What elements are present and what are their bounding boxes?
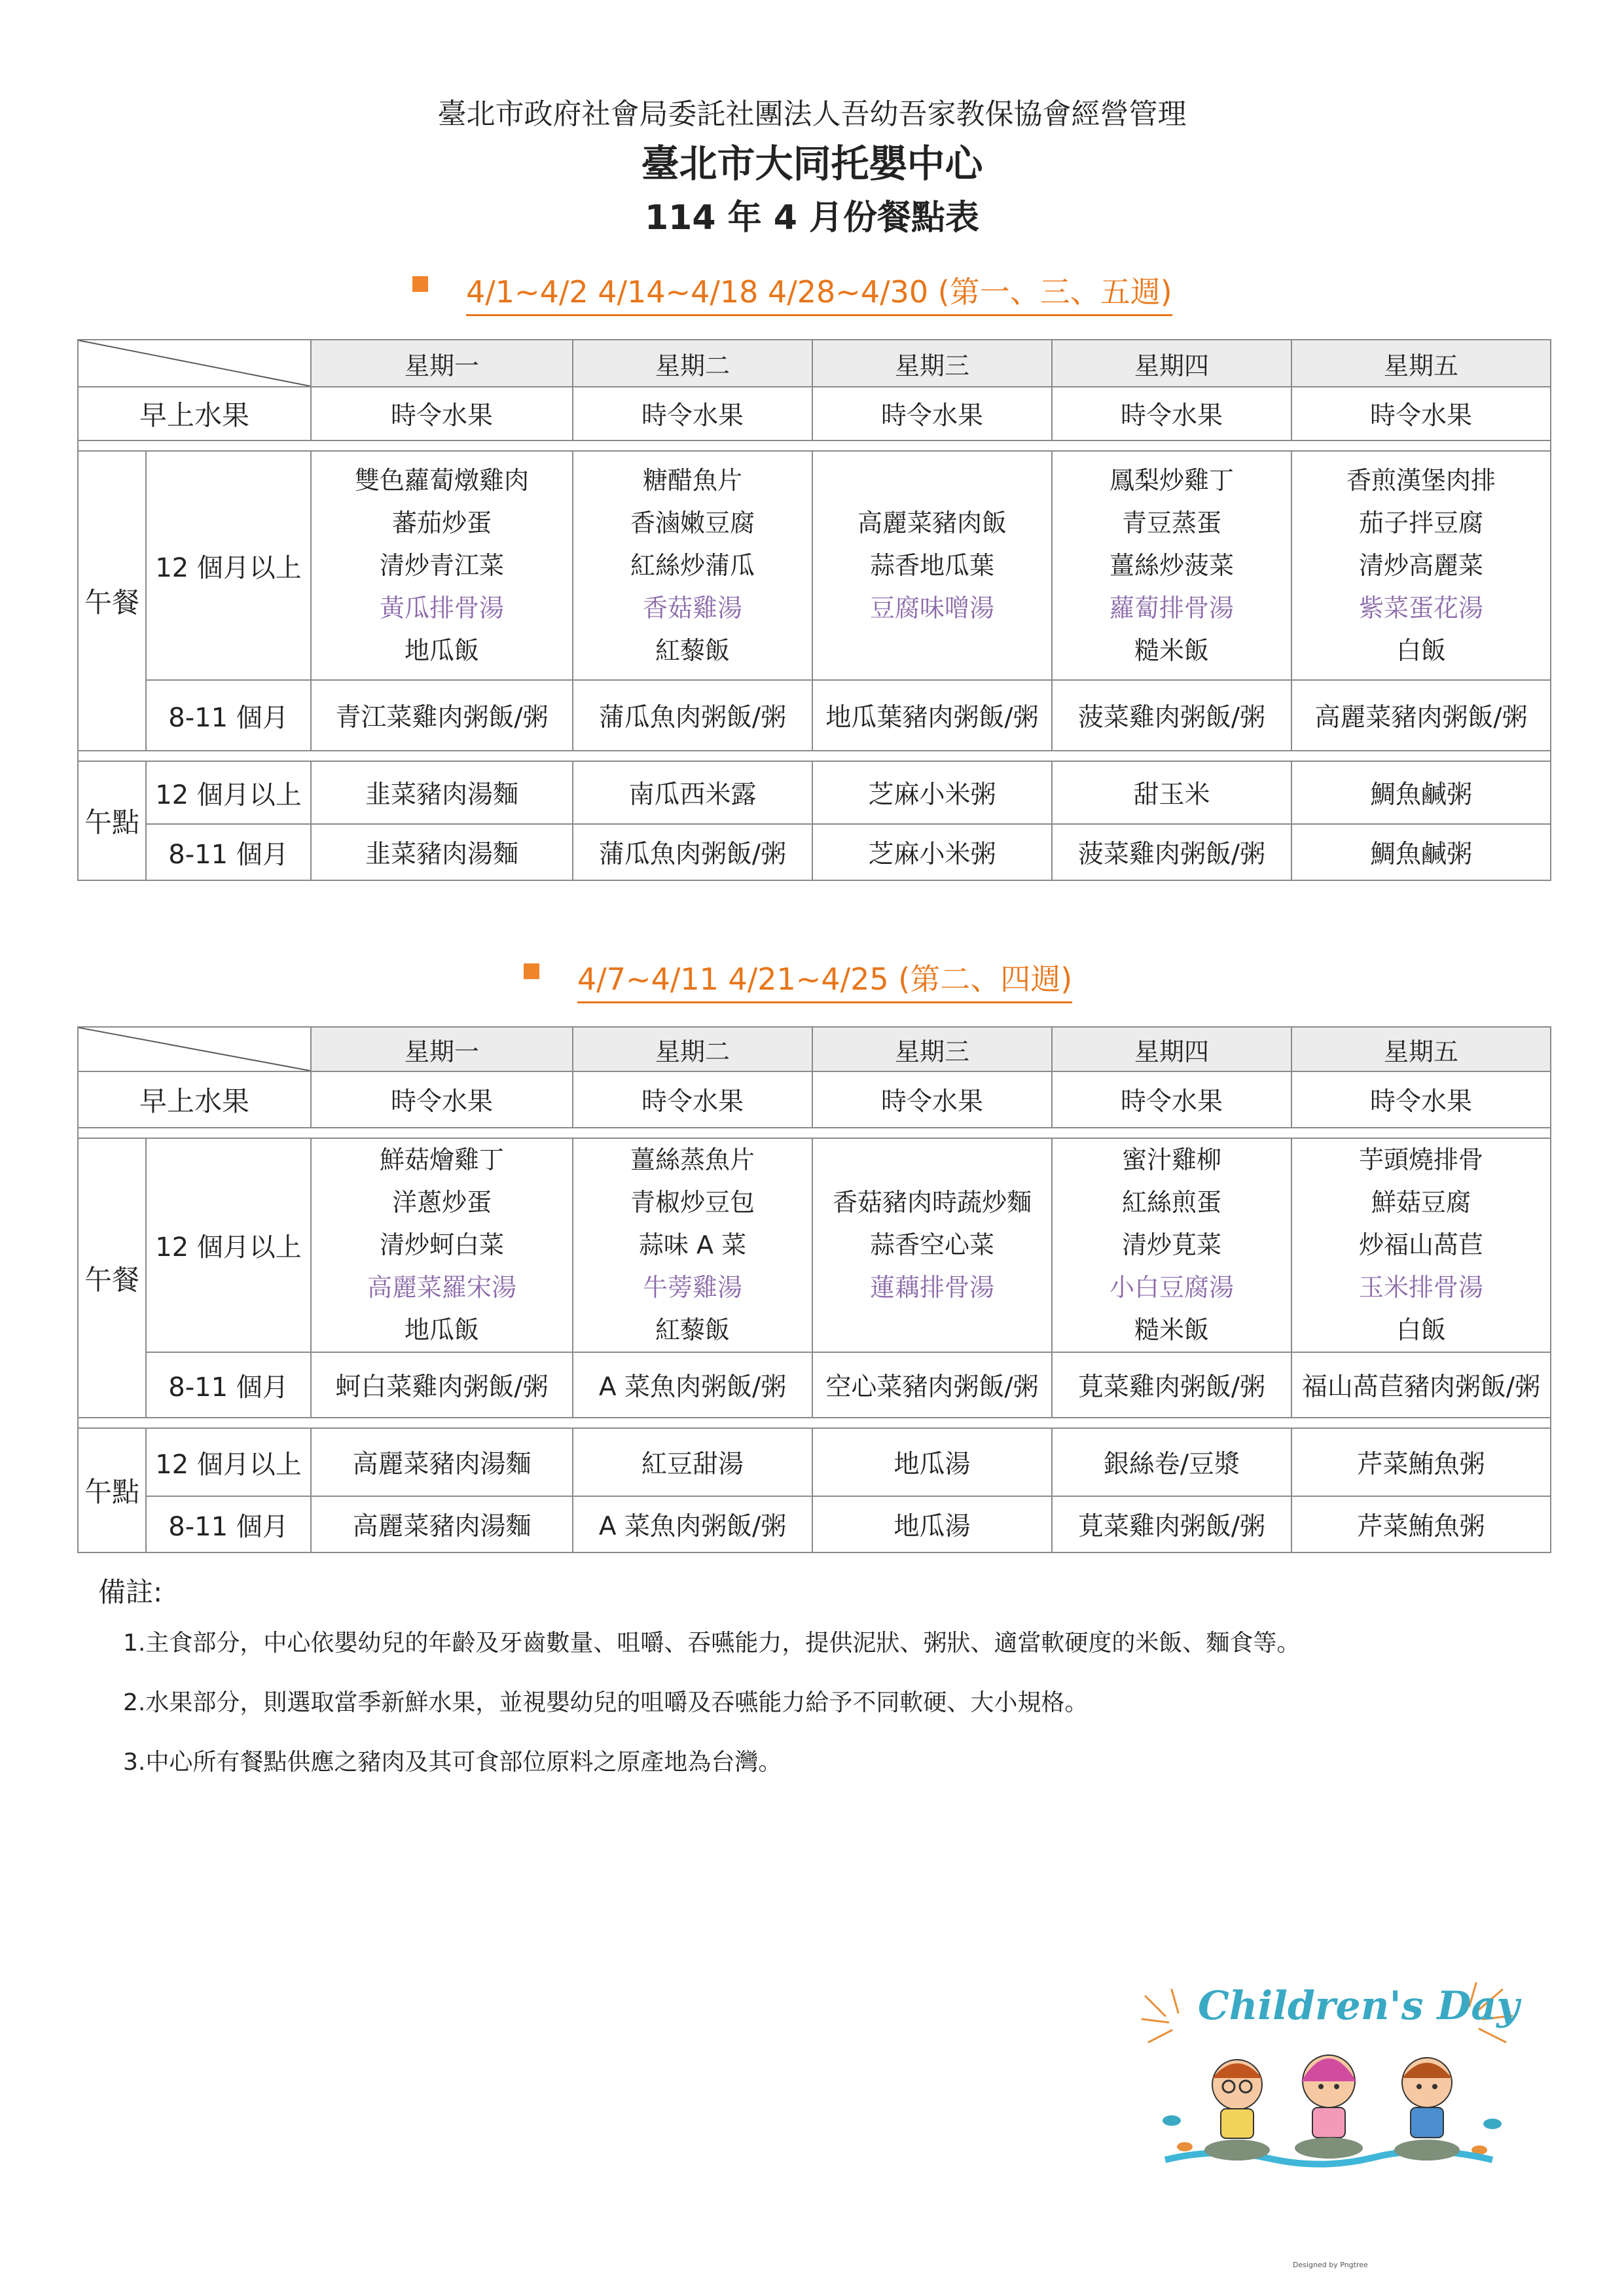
- day-header: 星期四: [1052, 1027, 1291, 1071]
- lunch-label: 午餐: [78, 1138, 146, 1418]
- snack-label: 午點: [78, 1428, 146, 1552]
- snack-item: 芝麻小米粥: [812, 824, 1052, 880]
- lunch-label: 午餐: [78, 451, 146, 751]
- organization-line: 臺北市政府社會局委託社團法人吾幼吾家教保協會經營管理: [437, 98, 1187, 131]
- row-separator: [78, 1128, 1551, 1138]
- main-dish: 芋頭燒排骨: [1358, 1145, 1483, 1174]
- soup: 蓮藕排骨湯: [869, 1273, 994, 1302]
- notes-title: 備註:: [98, 1576, 163, 1608]
- staple: 糙米飯: [1134, 636, 1209, 665]
- day-header: 星期二: [573, 1027, 812, 1071]
- main-dish: 鮮菇燴雞丁: [379, 1145, 504, 1174]
- staple: 地瓜飯: [404, 636, 479, 665]
- snack-item: 南瓜西米露: [573, 761, 812, 824]
- main-dish: 蒜香空心菜: [869, 1230, 994, 1259]
- main-dish: 清炒高麗菜: [1358, 550, 1483, 580]
- day-header: 星期一: [311, 1027, 573, 1071]
- lunch-menu-cell: [311, 1138, 573, 1352]
- main-dish: 鳳梨炒雞丁: [1109, 465, 1234, 495]
- infant-lunch: 蒲瓜魚肉粥飯/粥: [573, 680, 812, 751]
- lunch-menu-cell: [573, 1138, 812, 1352]
- snack-item: 地瓜湯: [812, 1428, 1052, 1496]
- row-separator: [78, 1418, 1551, 1428]
- note-item: 3.中心所有餐點供應之豬肉及其可食部位原料之原產地為台灣。: [123, 1749, 782, 1776]
- staple: 地瓜飯: [404, 1316, 479, 1344]
- row-separator: [78, 751, 1551, 761]
- week-b-label: 4/7~4/11 4/21~4/25 (第二、四週): [577, 956, 1072, 1003]
- main-dish: 薑絲炒菠菜: [1109, 550, 1234, 580]
- morning-fruit: 時令水果: [1291, 1071, 1551, 1128]
- snack-item: 菠菜雞肉粥飯/粥: [1052, 824, 1291, 880]
- infant-lunch: 高麗菜豬肉粥飯/粥: [1291, 680, 1551, 751]
- soup: 蘿蔔排骨湯: [1109, 593, 1234, 622]
- morning-fruit: 時令水果: [812, 387, 1052, 440]
- snack-item: 鯛魚鹹粥: [1291, 824, 1551, 880]
- day-header: 星期三: [812, 340, 1052, 387]
- soup: 黃瓜排骨湯: [379, 593, 504, 622]
- main-dish: 糖醋魚片: [642, 465, 742, 495]
- day-header: 星期四: [1052, 340, 1291, 387]
- morning-fruit: 時令水果: [573, 387, 812, 440]
- main-dish: 清炒蚵白菜: [379, 1230, 504, 1259]
- morning-fruit-label: 早上水果: [78, 1071, 311, 1128]
- bullet-square-icon: [412, 276, 428, 292]
- age-12-plus: 12 個月以上: [146, 451, 311, 680]
- main-dish: 炒福山萵苣: [1358, 1230, 1483, 1259]
- lunch-menu-cell: [812, 1138, 1052, 1352]
- main-dish: 香滷嫩豆腐: [630, 508, 755, 537]
- morning-fruit-label: 早上水果: [78, 387, 311, 440]
- main-dish: 香菇豬肉時蔬炒麵: [832, 1188, 1032, 1217]
- corner-cell: [78, 340, 311, 387]
- main-dish: 蒜香地瓜葉: [869, 550, 994, 580]
- snack-item: 高麗菜豬肉湯麵: [311, 1428, 573, 1496]
- snack-item: 韭菜豬肉湯麵: [311, 761, 573, 824]
- main-dish: 香煎漢堡肉排: [1346, 465, 1496, 495]
- main-dish: 蜜汁雞柳: [1121, 1145, 1221, 1174]
- age-8-11: 8-11 個月: [146, 680, 311, 751]
- corner-cell: [78, 1027, 311, 1071]
- snack-item: 芹菜鮪魚粥: [1291, 1428, 1551, 1496]
- snack-item: 芝麻小米粥: [812, 761, 1052, 824]
- age-8-11: 8-11 個月: [146, 1496, 311, 1552]
- infant-lunch: 空心菜豬肉粥飯/粥: [812, 1352, 1052, 1418]
- soup: 玉米排骨湯: [1358, 1273, 1483, 1302]
- morning-fruit: 時令水果: [311, 387, 573, 440]
- infant-lunch: 莧菜雞肉粥飯/粥: [1052, 1352, 1291, 1418]
- staple: 紅藜飯: [655, 1316, 730, 1344]
- age-12-plus: 12 個月以上: [146, 1138, 311, 1352]
- note-item: 1.主食部分，中心依嬰幼兒的年齡及牙齒數量、咀嚼、吞嚥能力，提供泥狀、粥狀、適當軟硬度的米飯、麵食等。: [123, 1630, 1301, 1657]
- soup: 香菇雞湯: [642, 593, 742, 622]
- infant-lunch: A 菜魚肉粥飯/粥: [573, 1352, 812, 1418]
- infant-lunch: 地瓜葉豬肉粥飯/粥: [812, 680, 1052, 751]
- snack-item: 甜玉米: [1052, 761, 1291, 824]
- snack-item: 銀絲卷/豆漿: [1052, 1428, 1291, 1496]
- soup: 小白豆腐湯: [1109, 1273, 1234, 1302]
- infant-lunch: 福山萵苣豬肉粥飯/粥: [1291, 1352, 1551, 1418]
- snack-item: 芹菜鮪魚粥: [1291, 1496, 1551, 1552]
- lunch-menu-cell: [1291, 1138, 1551, 1352]
- snack-item: 紅豆甜湯: [573, 1428, 812, 1496]
- staple: 白飯: [1396, 1316, 1446, 1344]
- notes-section: [98, 1571, 1300, 1803]
- main-dish: 清炒青江菜: [379, 550, 504, 580]
- main-dish: 高麗菜豬肉飯: [857, 508, 1007, 537]
- main-dish: 紅絲煎蛋: [1121, 1188, 1221, 1217]
- day-header: 星期三: [812, 1027, 1052, 1071]
- snack-item: A 菜魚肉粥飯/粥: [573, 1496, 812, 1552]
- center-name: 臺北市大同托嬰中心: [641, 141, 983, 186]
- lunch-menu-cell: [1291, 451, 1551, 680]
- lunch-menu-cell: [1052, 1138, 1291, 1352]
- snack-item: 鯛魚鹹粥: [1291, 761, 1551, 824]
- main-dish: 青椒炒豆包: [630, 1188, 755, 1217]
- main-dish: 青豆蒸蛋: [1121, 508, 1221, 537]
- menu-table-week-a: [77, 339, 1551, 881]
- snack-item: 地瓜湯: [812, 1496, 1052, 1552]
- morning-fruit: 時令水果: [1291, 387, 1551, 440]
- menu-title: 114 年 4 月份餐點表: [644, 198, 980, 238]
- staple: 糙米飯: [1134, 1316, 1209, 1344]
- snack-item: 蒲瓜魚肉粥飯/粥: [573, 824, 812, 880]
- soup: 高麗菜羅宋湯: [367, 1273, 516, 1302]
- soup: 豆腐味噌湯: [869, 593, 994, 622]
- age-12-plus: 12 個月以上: [146, 1428, 311, 1496]
- infant-lunch: 青江菜雞肉粥飯/粥: [311, 680, 573, 751]
- age-8-11: 8-11 個月: [146, 1352, 311, 1418]
- week-a-label: 4/1~4/2 4/14~4/18 4/28~4/30 (第一、三、五週): [466, 268, 1172, 316]
- snack-label: 午點: [78, 761, 146, 880]
- menu-table-week-b: [77, 1026, 1551, 1553]
- lunch-menu-cell: [573, 451, 812, 680]
- childrens-day-illustration: [1139, 1970, 1525, 2173]
- lunch-menu-cell: [311, 451, 573, 680]
- bullet-square-icon: [524, 963, 539, 979]
- row-separator: [78, 440, 1551, 451]
- note-item: 2.水果部分，則選取當季新鮮水果，並視嬰幼兒的咀嚼及吞嚥能力給予不同軟硬、大小規格。: [123, 1689, 1089, 1716]
- snack-item: 韭菜豬肉湯麵: [311, 824, 573, 880]
- age-12-plus: 12 個月以上: [146, 761, 311, 824]
- infant-lunch: 菠菜雞肉粥飯/粥: [1052, 680, 1291, 751]
- morning-fruit: 時令水果: [573, 1071, 812, 1128]
- soup: 紫菜蛋花湯: [1358, 593, 1483, 622]
- illustration-credit: Designed by Pngtree: [1293, 2261, 1368, 2269]
- lunch-menu-cell: [1052, 451, 1291, 680]
- age-8-11: 8-11 個月: [146, 824, 311, 880]
- main-dish: 鮮菇豆腐: [1371, 1188, 1471, 1217]
- main-dish: 雙色蘿蔔燉雞肉: [354, 465, 529, 495]
- illustration-title: Children's Day: [1198, 1983, 1520, 2029]
- day-header: 星期一: [311, 340, 573, 387]
- lunch-menu-cell: [812, 451, 1052, 680]
- morning-fruit: 時令水果: [1052, 1071, 1291, 1128]
- main-dish: 清炒莧菜: [1121, 1230, 1221, 1259]
- staple: 白飯: [1396, 636, 1446, 665]
- main-dish: 蕃茄炒蛋: [391, 508, 492, 537]
- day-header: 星期五: [1291, 1027, 1551, 1071]
- day-header: 星期二: [573, 340, 812, 387]
- soup: 牛蒡雞湯: [642, 1273, 742, 1302]
- morning-fruit: 時令水果: [311, 1071, 573, 1128]
- day-header: 星期五: [1291, 340, 1551, 387]
- morning-fruit: 時令水果: [1052, 387, 1291, 440]
- infant-lunch: 蚵白菜雞肉粥飯/粥: [311, 1352, 573, 1418]
- main-dish: 蒜味 A 菜: [638, 1230, 747, 1259]
- snack-item: 高麗菜豬肉湯麵: [311, 1496, 573, 1552]
- snack-item: 莧菜雞肉粥飯/粥: [1052, 1496, 1291, 1552]
- main-dish: 茄子拌豆腐: [1358, 508, 1483, 537]
- main-dish: 洋蔥炒蛋: [391, 1188, 492, 1217]
- main-dish: 紅絲炒蒲瓜: [630, 550, 755, 580]
- main-dish: 薑絲蒸魚片: [630, 1145, 755, 1174]
- morning-fruit: 時令水果: [812, 1071, 1052, 1128]
- staple: 紅藜飯: [655, 636, 730, 665]
